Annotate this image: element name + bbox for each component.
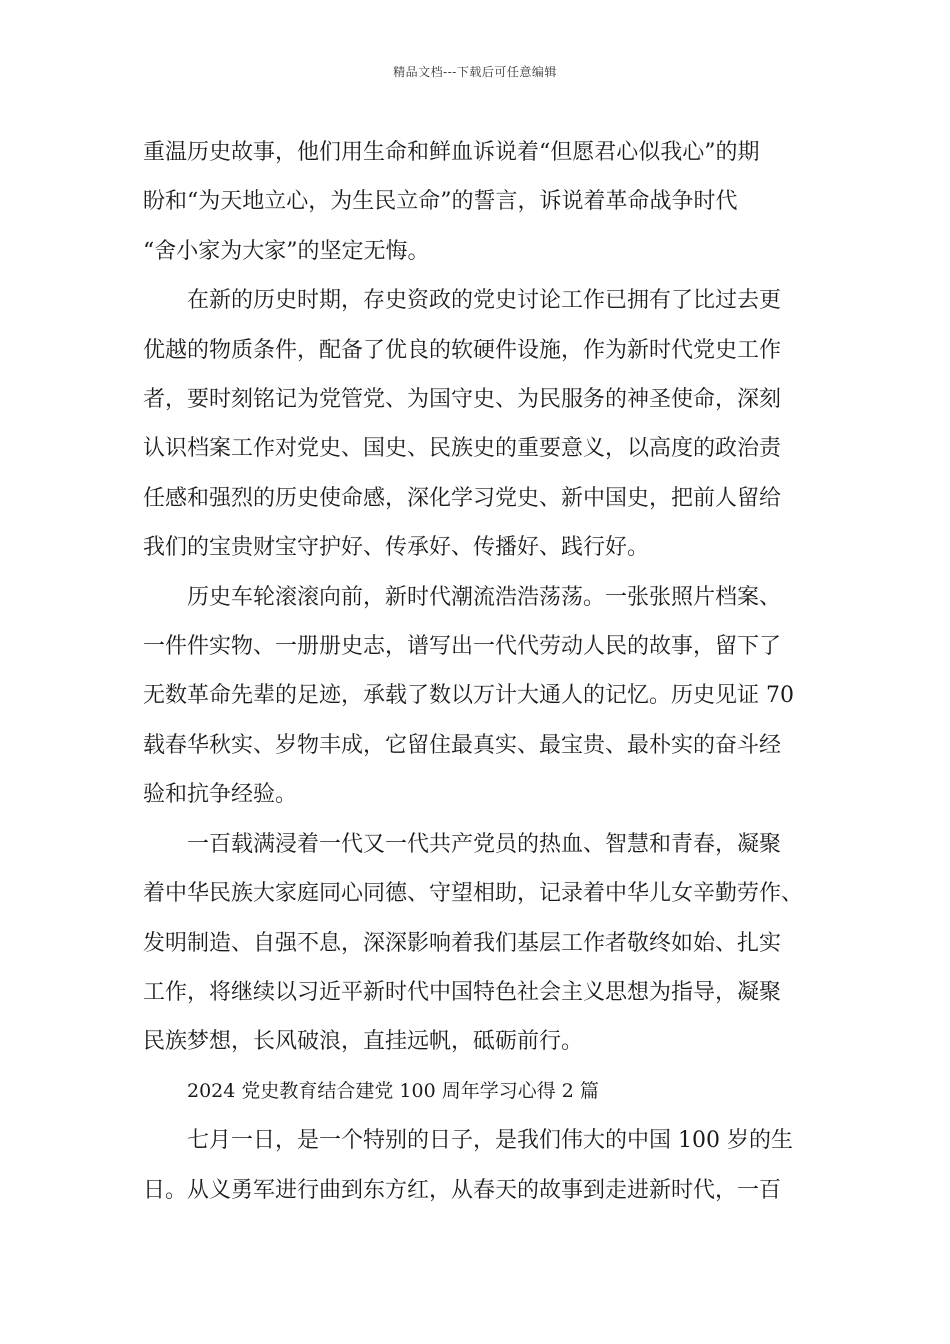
paragraph-4 [143, 820, 815, 1067]
text-line: 验和抗争经验。 [143, 782, 298, 808]
section-heading: 2024 党史教育结合建党 100 周年学习心得 2 篇 [187, 1079, 599, 1102]
text-line: 发明制造、自强不息，深深影响着我们基层工作者敬终如始、扎实 [143, 930, 782, 956]
text-line: 认识档案工作对党史、国史、民族史的重要意义，以高度的政治责 [143, 436, 782, 462]
text-line: 历史车轮滚滚向前，新时代潮流浩浩荡荡。一张张照片档案、 [187, 584, 782, 610]
text-line: 一百载满浸着一代又一代共产党员的热血、智慧和青春，凝聚 [187, 831, 782, 857]
text-line: 者，要时刻铭记为党管党、为国守史、为民服务的神圣使命，深刻 [143, 387, 782, 413]
text-line: 民族梦想，长风破浪，直挂远帆，砥砺前行。 [143, 1029, 584, 1055]
text-line: 七月一日，是一个特别的日子，是我们伟大的中国 100 岁的生 [187, 1128, 793, 1154]
page-header: 精品文档---下载后可任意编辑 [393, 65, 557, 79]
text-line: 我们的宝贵财宝守护好、传承好、传播好、践行好。 [143, 535, 650, 561]
text-line: 重温历史故事，他们用生命和鲜血诉说着“但愿君心似我心”的期 [143, 140, 760, 165]
text-line: 无数革命先辈的足迹，承载了数以万计大通人的记忆。历史见证 70 [143, 683, 794, 709]
text-line: 一件件实物、一册册史志，谱写出一代代劳动人民的故事，留下了 [143, 634, 782, 660]
text-line: 优越的物质条件，配备了优良的软硬件设施，作为新时代党史工作 [143, 337, 782, 363]
document-body [143, 128, 815, 1215]
text-line: 工作，将继续以习近平新时代中国特色社会主义思想为指导，凝聚 [143, 979, 782, 1005]
text-line: 在新的历史时期，存史资政的党史讨论工作已拥有了比过去更 [187, 288, 782, 314]
paragraph-2 [143, 276, 815, 572]
paragraph-5 [143, 1116, 815, 1215]
text-line: 载春华秋实、岁物丰成，它留住最真实、最宝贵、最朴实的奋斗经 [143, 732, 782, 758]
text-line: “舍小家为大家”的坚定无悔。 [143, 238, 430, 264]
text-line: 盼和“为天地立心，为生民立命”的誓言，诉说着革命战争时代 [143, 189, 738, 215]
paragraph-1 [143, 128, 815, 276]
text-line: 着中华民族大家庭同心同德、守望相助，记录着中华儿女辛勤劳作、 [143, 881, 804, 907]
text-line: 日。从义勇军进行曲到东方红，从春天的故事到走进新时代，一百 [143, 1177, 782, 1203]
paragraph-3 [143, 573, 815, 820]
text-line: 任感和强烈的历史使命感，深化学习党史、新中国史，把前人留给 [143, 485, 782, 511]
